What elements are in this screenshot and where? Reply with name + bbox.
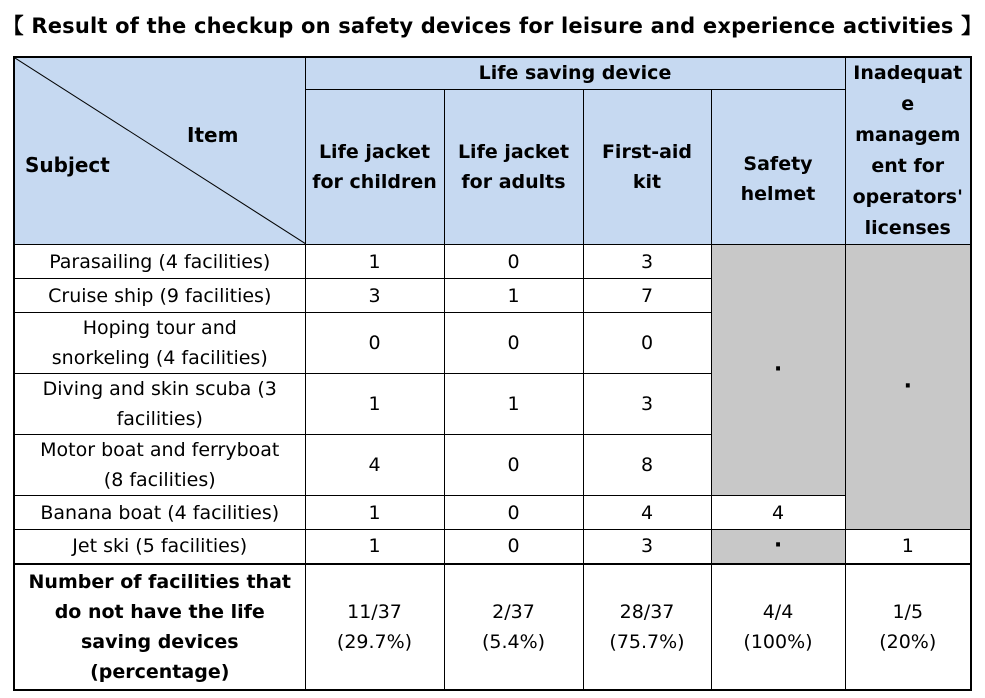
license-header: Inadequat e managem ent for operators' licenses (845, 57, 971, 245)
cell-life-jacket-children: 3 (305, 279, 444, 313)
summary-row (14, 564, 971, 690)
col-header-life-jacket-adults: Life jacket for adults (444, 89, 583, 244)
cell-life-jacket-adults: 1 (444, 279, 583, 313)
col-header-life-jacket-children: Life jacket for children (305, 89, 444, 244)
row-subject: Diving and skin scuba (3 facilities) (14, 374, 305, 435)
cell-first-aid-kit: 8 (583, 435, 711, 496)
cell-safety-helmet: 4 (711, 496, 845, 530)
table-row (14, 496, 971, 530)
cell-life-jacket-children: 1 (305, 374, 444, 435)
row-subject: Cruise ship (9 facilities) (14, 279, 305, 313)
table-row (14, 245, 971, 279)
col-header-first-aid-kit: First-aid kit (583, 89, 711, 244)
header-row-1 (14, 57, 971, 89)
cell-life-jacket-children: 1 (305, 530, 444, 564)
item-subject-header-cell (14, 57, 305, 245)
summary-first-aid-kit: 28/37 (75.7%) (583, 564, 711, 690)
row-subject: Hoping tour and snorkeling (4 facilities) (14, 313, 305, 374)
cell-life-jacket-adults: 0 (444, 530, 583, 564)
cell-life-jacket-adults: 0 (444, 435, 583, 496)
cell-life-jacket-adults: 0 (444, 313, 583, 374)
cell-life-jacket-children: 1 (305, 245, 444, 279)
item-label: Item (187, 123, 239, 147)
checkup-table (13, 56, 972, 691)
cell-safety-helmet-jetski: · (711, 530, 845, 564)
row-subject: Jet ski (5 facilities) (14, 530, 305, 564)
col-header-safety-helmet: Safety helmet (711, 89, 845, 244)
cell-first-aid-kit: 7 (583, 279, 711, 313)
cell-first-aid-kit: 3 (583, 245, 711, 279)
summary-life-jacket-children: 11/37 (29.7%) (305, 564, 444, 690)
cell-life-jacket-children: 1 (305, 496, 444, 530)
cell-first-aid-kit: 4 (583, 496, 711, 530)
row-subject: Banana boat (4 facilities) (14, 496, 305, 530)
cell-life-jacket-adults: 0 (444, 245, 583, 279)
document-title: 【 Result of the checkup on safety devices for leisure and experience activities 】 (2, 14, 983, 38)
cell-life-jacket-children: 0 (305, 313, 444, 374)
summary-label: Number of facilities that do not have the life saving devices (percentage) (14, 564, 305, 690)
cell-life-jacket-adults: 1 (444, 374, 583, 435)
subject-label: Subject (25, 153, 110, 177)
summary-license: 1/5 (20%) (845, 564, 971, 690)
cell-life-jacket-children: 4 (305, 435, 444, 496)
summary-life-jacket-adults: 2/37 (5.4%) (444, 564, 583, 690)
cell-safety-helmet-merged: · (711, 245, 845, 496)
cell-first-aid-kit: 3 (583, 530, 711, 564)
cell-first-aid-kit: 0 (583, 313, 711, 374)
row-subject: Parasailing (4 facilities) (14, 245, 305, 279)
cell-license-merged: · (845, 245, 971, 530)
life-saving-device-header: Life saving device (305, 57, 845, 89)
table-row (14, 530, 971, 564)
cell-license: 1 (845, 530, 971, 564)
summary-safety-helmet: 4/4 (100%) (711, 564, 845, 690)
cell-life-jacket-adults: 0 (444, 496, 583, 530)
cell-first-aid-kit: 3 (583, 374, 711, 435)
row-subject: Motor boat and ferryboat (8 facilities) (14, 435, 305, 496)
